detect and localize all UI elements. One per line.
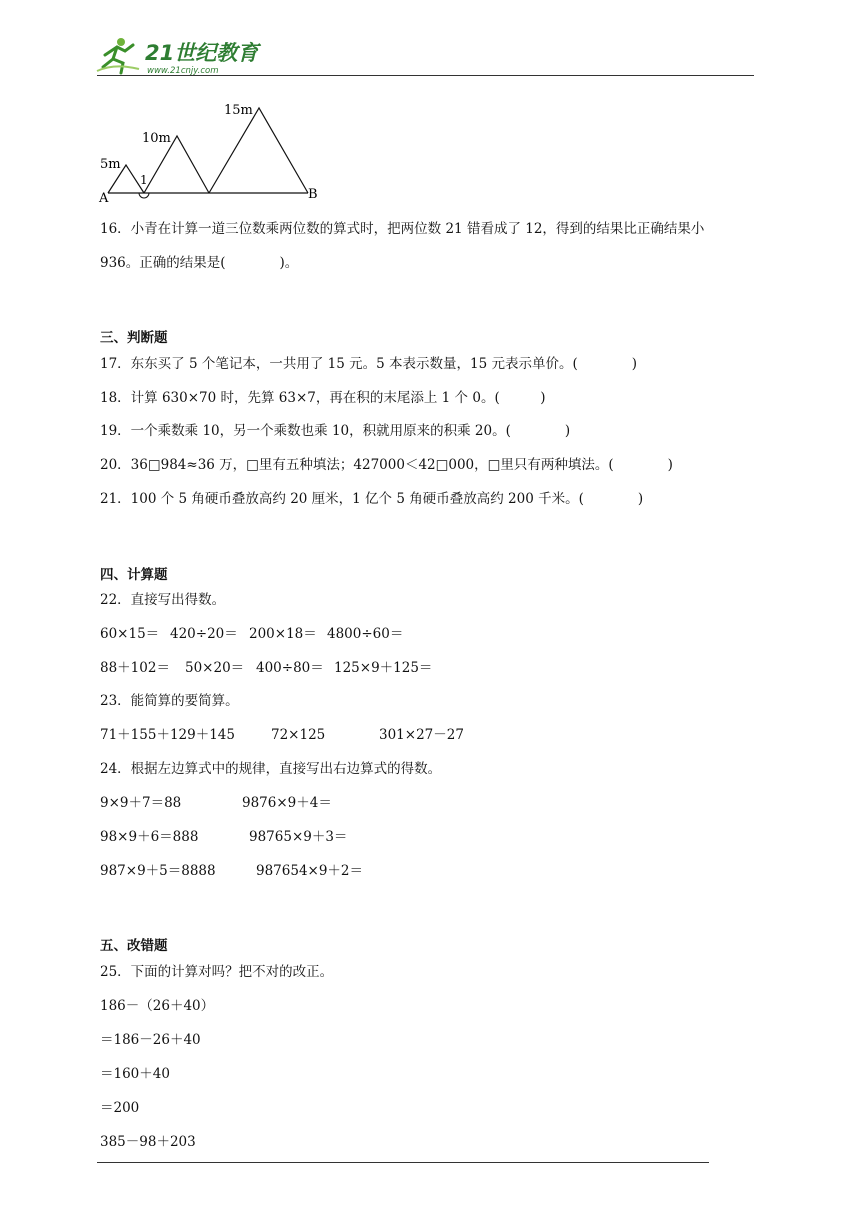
q20: 20．36□984≈36 万，□里有五种填法；427000＜42□000，□里只有两种填法。( ) xyxy=(100,457,673,473)
svg-text:B: B xyxy=(308,187,318,202)
q16-line2: 936。正确的结果是( )。 xyxy=(100,255,299,271)
q19: 19．一个乘数乘 10，另一个乘数也乘 10，积就用原来的积乘 20。( ) xyxy=(100,423,571,439)
q23-expr: 72×125 xyxy=(271,727,326,743)
q25-prompt: 25．下面的计算对吗？把不对的改正。 xyxy=(100,964,334,980)
q22-expr: 4800÷60＝ xyxy=(327,626,404,642)
svg-text:10m: 10m xyxy=(142,131,171,146)
svg-text:5m: 5m xyxy=(100,157,121,172)
q24-left: 98×9＋6＝888 xyxy=(100,829,199,845)
svg-text:1: 1 xyxy=(140,173,148,187)
q24-left: 987×9＋5＝8888 xyxy=(100,863,216,879)
svg-text:www.21cnjy.com: www.21cnjy.com xyxy=(147,66,219,76)
section3-title: 三、判断题 xyxy=(100,330,168,346)
q22-expr: 88＋102＝ xyxy=(100,660,170,676)
q24-right: 9876×9＋4＝ xyxy=(242,795,332,811)
site-logo xyxy=(95,33,265,77)
svg-text:A: A xyxy=(99,191,109,204)
q24-right: 987654×9＋2＝ xyxy=(256,863,364,879)
q24-left: 9×9＋7＝88 xyxy=(100,795,182,811)
mountain-triangles-diagram xyxy=(96,98,326,204)
q24-right: 98765×9＋3＝ xyxy=(249,829,348,845)
q21: 21．100 个 5 角硬币叠放高约 20 厘米，1 亿个 5 角硬币叠放高约 200 千米。( ) xyxy=(100,491,644,507)
q23-expr: 301×27－27 xyxy=(379,727,464,743)
svg-text:21世纪教育: 21世纪教育 xyxy=(145,41,259,65)
q23-expr: 71＋155＋129＋145 xyxy=(100,727,235,743)
q25-line: 186－（26＋40） xyxy=(100,998,215,1014)
footer-divider xyxy=(97,1162,709,1163)
q16-line1: 16．小青在计算一道三位数乘两位数的算式时，把两位数 21 错看成了 12，得到的结果比正确结果小 xyxy=(100,221,705,237)
svg-text:15m: 15m xyxy=(224,103,253,118)
q25-line: ＝160＋40 xyxy=(100,1066,170,1082)
q22-expr: 50×20＝ xyxy=(185,660,245,676)
header-divider xyxy=(97,75,754,76)
q25-line: ＝186－26＋40 xyxy=(100,1032,201,1048)
q17: 17．东东买了 5 个笔记本，一共用了 15 元。5 本表示数量，15 元表示单价。( ) xyxy=(100,356,637,372)
q22-prompt: 22．直接写出得数。 xyxy=(100,592,226,608)
q18: 18．计算 630×70 时，先算 63×7，再在积的末尾添上 1 个 0。( ) xyxy=(100,390,546,406)
q22-expr: 400÷80＝ xyxy=(256,660,324,676)
q22-expr: 420÷20＝ xyxy=(170,626,238,642)
q25-line: 385－98＋203 xyxy=(100,1134,196,1150)
section5-title: 五、改错题 xyxy=(100,938,168,954)
q24-prompt: 24．根据左边算式中的规律，直接写出右边算式的得数。 xyxy=(100,761,442,777)
runner-icon xyxy=(97,38,139,73)
q22-expr: 200×18＝ xyxy=(249,626,317,642)
q22-expr: 125×9＋125＝ xyxy=(334,660,433,676)
q22-expr: 60×15＝ xyxy=(100,626,160,642)
q23-prompt: 23．能简算的要简算。 xyxy=(100,693,239,709)
q25-line: ＝200 xyxy=(100,1100,140,1116)
section4-title: 四、计算题 xyxy=(100,567,168,583)
